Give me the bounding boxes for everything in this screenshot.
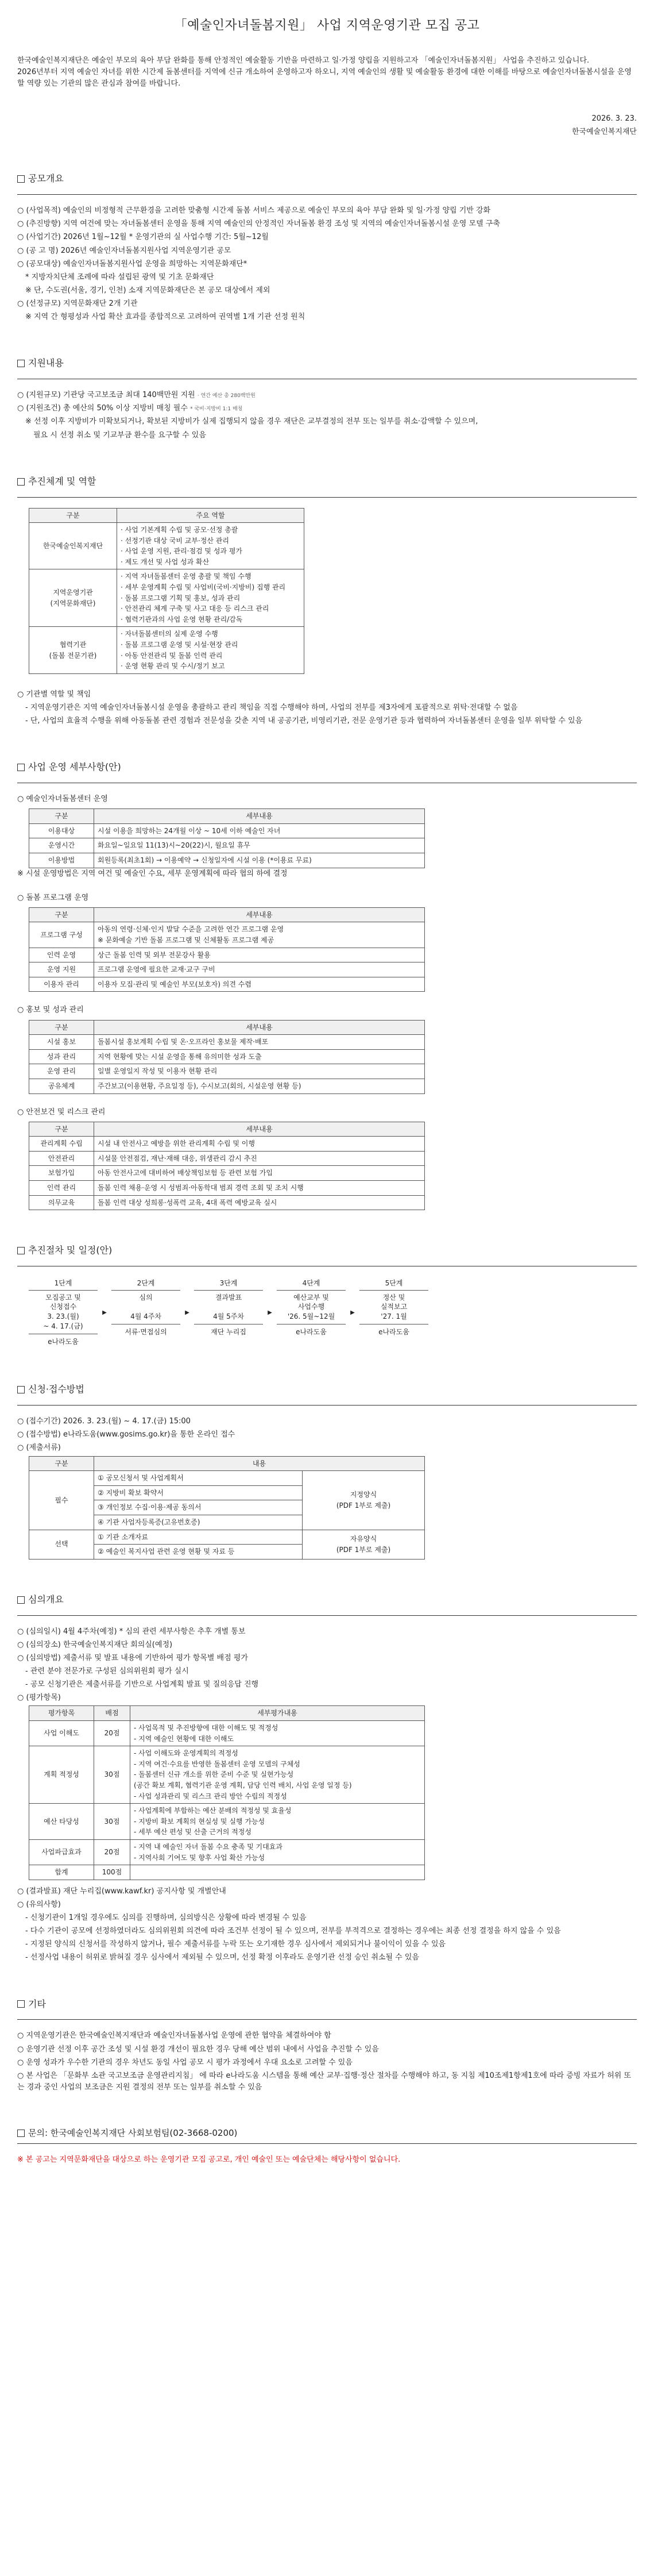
eval-item: 사업 이해도 [29,1721,94,1746]
eval-detail: - 지역 여건·수요를 반영한 돌봄센터 운영 모델의 구체성 [134,1759,300,1768]
support-note: * 국비·지방비 1:1 매칭 [190,406,243,413]
table-row [29,1151,425,1166]
footnote: ※ 본 공고는 지역문화재단을 대상으로 하는 운영기관 모집 공고로, 개인 예술인 또는 예술단체는 해당사항이 없습니다. [17,2155,401,2165]
table-header: 세부내용 [94,1020,425,1035]
cell-value: 주간보고(이용현황, 주요일정 등), 수시보고(회의, 시설운영 현황 등) [94,1079,425,1093]
total-blank [130,1865,425,1880]
role-item: · 자녀돌봄센터의 실제 운영 수행 [121,630,218,638]
role-item: · 선정기관 대상 국비 교부·정산 관리 [121,536,229,545]
cell-value: 일별 운영일지 작성 및 이용자 현황 관리 [94,1064,425,1079]
table-row [29,1035,425,1050]
apply-line: ○ (접수방법) e나라도움(www.gosims.go.kr)을 통한 온라인 접수 [17,1430,235,1439]
cell-key: 이용대상 [29,823,94,838]
doc-category: 선택 [29,1530,94,1559]
role-item: · 안전관리 체계 구축 및 사고 대응 등 리스크 관리 [121,604,269,613]
step-label: 5단계 [359,1277,428,1291]
table-row [29,1721,425,1746]
cell-key: 이용자 관리 [29,977,94,992]
doc-item: ① 기관 소개자료 [94,1530,303,1545]
schedule-steps [29,1277,637,1349]
step-body: 정산 및 실적보고 '27. 1월 [380,1293,408,1321]
signature [17,112,637,139]
step-system: e나라도움 [359,1324,428,1340]
table-row [29,1804,425,1840]
table-row [29,1079,425,1093]
table-header: 구분 [29,1020,94,1035]
step-system: e나라도움 [277,1324,346,1340]
step-body: 예산교부 및 사업수행 '26. 5월~12월 [287,1293,335,1321]
review-line: ○ (심의일시) 4월 4주차(예정) * 심의 관련 세부사항은 추후 개별 통보 [17,1627,246,1636]
role-org: 한국예술인복지재단 [29,523,117,569]
notice-date: 2026. 3. 23. [591,114,637,123]
table-row [29,962,425,977]
doc-form: 자유양식 (PDF 1부로 제출) [303,1530,425,1559]
table-header: 구분 [29,1122,94,1137]
role-items [117,569,304,627]
section-title: 추진절차 및 일정(안) [28,1245,113,1256]
schedule-step [359,1277,428,1349]
block-title: ○ 돌봄 프로그램 운영 [17,893,89,902]
apply-line: ○ (접수기간) 2026. 3. 23.(월) ~ 4. 17.(금) 15:00 [17,1417,191,1426]
contact-text: 문의: 한국예술인복지재단 사회보험팀(02-3668-0200) [28,2128,238,2139]
documents-table [29,1456,425,1560]
step-label: 1단계 [29,1277,98,1291]
cell-key: 의무교육 [29,1195,94,1210]
cell-key: 인력 운영 [29,948,94,962]
eval-detail: - 사업 이해도와 운영계획의 적정성 [134,1749,238,1758]
cell-key: 운영 관리 [29,1064,94,1079]
support-line: ○ (지원조건) 총 예산의 50% 이상 지방비 매칭 필수 [17,404,188,413]
cell-value: 화요일~일요일 11(13)시~20(22)시, 월요일 휴무 [94,838,425,853]
step-body: 결과발표 4월 5주차 [213,1293,244,1321]
arrow-icon: ▶ [102,1310,107,1316]
eval-detail: - 돌봄센터 신규 개소를 위한 준비 수준 및 실현가능성 [134,1770,294,1779]
eval-details [130,1839,425,1865]
square-bullet-icon [17,1247,25,1254]
eval-score: 20점 [94,1721,130,1746]
page-title: 「예술인자녀돌봄지원」 사업 지역운영기관 모집 공고 [174,18,480,33]
square-bullet-icon [17,1386,25,1393]
table-header: 배점 [94,1706,130,1721]
eval-detail: - 지역사회 기여도 및 향후 사업 확산 가능성 [134,1853,265,1862]
review-line: ○ (평가항목) [17,1693,61,1703]
cell-key: 운영시간 [29,838,94,853]
cell-value: 상근 돌봄 인력 및 외부 전문강사 활용 [94,948,425,962]
section-title: 추진체계 및 역할 [28,475,96,487]
role-item: · 지역 자녀돌봄센터 운영 총괄 및 책임 수행 [121,572,251,581]
overview-line: ※ 지역 간 형평성과 사업 확산 효과를 종합적으로 고려하여 권역별 1개 기관 선정 원칙 [25,313,305,322]
role-item: · 협력기관과의 사업 운영 현황 관리/감독 [121,615,243,623]
review-note: ○ (결과발표) 재단 누리집(www.kawf.kr) 공지사항 및 개별안내 [17,1886,226,1896]
review-note: - 신청기관이 1개일 경우에도 심의를 진행하며, 심의방식은 상황에 따라 변경될 수 있음 [25,1913,307,1922]
etc-line: ○ 지역운영기관은 한국예술인복지재단과 예술인자녀돌봄사업 운영에 관한 협약을 체결하여야 함 [17,2031,331,2040]
table-row [29,823,425,838]
overview-line: ○ (사업목적) 예술인의 비정형적 근무환경을 고려한 맞춤형 시간제 돌봄 서비스 제공으로 예술인 부모의 육아 부담 완화 및 일·가정 양립 기반 강화 [17,206,491,215]
doc-item: ③ 개인정보 수집·이용·제공 동의서 [94,1500,303,1515]
roles-table [29,508,304,674]
support-note: · 연간 예산 총 280백만원 [197,393,256,399]
review-line: - 공모 신청기관은 제출서류를 기반으로 사업계획 발표 및 질의응답 진행 [25,1680,259,1689]
table-row [29,977,425,992]
section-review [17,1593,637,1964]
review-line: - 관련 분야 전문가로 구성된 심의위원회 평가 실시 [25,1666,189,1676]
schedule-step [111,1277,180,1349]
intro-paragraph: 2026년부터 지역 예술인 자녀를 위한 시간제 돌봄센터를 지역에 신규 개소하여 운영하고자 하오니, 지역 예술인의 생활 및 예술활동 환경에 대한 이해를 바탕으로 예술인자녀돌봄시설을 운영할 역량 있는 기관의 많은 관심과 참여를 바랍니다. [17,68,632,88]
doc-form: 지정양식 (PDF 1부로 제출) [303,1471,425,1530]
doc-item: ④ 기관 사업자등록증(고유번호증) [94,1515,303,1530]
eval-score: 30점 [94,1746,130,1804]
table-row [29,838,425,853]
eval-detail: - 사업계획에 부합하는 예산 분배의 적정성 및 효율성 [134,1807,292,1815]
cell-value: 시설물 안전점검, 재난·재해 대응, 위생관리 감시 추진 [94,1151,425,1166]
eval-detail: - 사업 성과관리 및 리스크 관리 방안 수립의 적정성 [134,1792,287,1800]
role-items [117,627,304,673]
role-org: 협력기관 (돌봄 전문기관) [29,627,117,673]
table-row [29,1865,425,1880]
step-system: e나라도움 [29,1334,98,1350]
arrow-icon: ▶ [185,1310,189,1316]
overview-line: ○ (공 고 명) 2026년 예술인자녀돌봄지원사업 지역운영기관 공모 [17,246,231,255]
section-title: 기타 [28,1998,46,2009]
plan-blocks [17,794,637,1210]
cell-value: 아동의 연령·신체·인지 발달 수준을 고려한 연간 프로그램 운영 ※ 문화예술 기반 돌봄 프로그램 및 신체활동 프로그램 제공 [94,922,425,948]
overview-line: * 지방자치단체 조례에 따라 설립된 광역 및 기초 문화재단 [25,272,214,282]
table-header: 세부내용 [94,1122,425,1137]
cell-key: 안전관리 [29,1151,94,1166]
section-title: 심의개요 [28,1593,64,1605]
eval-details [130,1721,425,1746]
table-header-row [29,1456,425,1471]
overview-line: ○ (추진방향) 지역 여건에 맞는 자녀돌봄센터 운영을 통해 지역 예술인의 안정적인 자녀돌봄 환경 조성 및 지역의 예술인자녀돌봄시설 운영 모델 구축 [17,220,500,229]
review-notes [17,1886,637,1964]
eval-score: 30점 [94,1804,130,1840]
section-etc [17,1997,637,2094]
cell-key: 프로그램 구성 [29,922,94,948]
table-row [29,948,425,962]
eval-score: 20점 [94,1839,130,1865]
cell-key: 관리계획 수립 [29,1137,94,1152]
doc-item: ① 공모신청서 및 사업계획서 [94,1471,303,1486]
plan-table [29,907,425,992]
issuer: 한국예술인복지재단 [571,127,637,136]
step-body: 모집공고 및 신청접수 3. 23.(월) ~ 4. 17.(금) [43,1293,83,1330]
cell-value: 시설 이용을 희망하는 24개월 이상 ~ 10세 이하 예술인 자녀 [94,823,425,838]
table-header: 주요 역할 [117,508,304,523]
table-row [29,1181,425,1196]
schedule-step [277,1277,346,1349]
cell-key: 보험가입 [29,1166,94,1181]
divider [17,1615,637,1616]
cell-value: 회원등록(최초1회) → 이용예약 → 신청일자에 시설 이용 (*이용료 무료) [94,853,425,868]
overview-line: ○ (선정규모) 지역문화재단 2개 기관 [17,299,138,309]
step-body: 심의 4월 4주차 [130,1293,161,1321]
table-header-row [29,1122,425,1137]
table-row [29,1049,425,1064]
table-header: 구분 [29,809,94,824]
section-title: 신청·접수방법 [28,1384,84,1395]
review-line: ○ (심의방법) 제출서류 및 발표 내용에 기반하여 평가 항목별 배점 평가 [17,1653,248,1662]
table-row [29,627,304,673]
doc-item: ② 예술인 복지사업 관련 운영 현황 및 자료 등 [94,1545,303,1560]
roles-notes [17,689,637,727]
table-header-row [29,907,425,922]
divider [17,497,637,498]
plan-table [29,1122,425,1211]
table-row [29,922,425,948]
block-title: ○ 홍보 및 성과 관리 [17,1006,84,1015]
eval-item: 계획 적정성 [29,1746,94,1804]
eval-detail: - 지역 내 예술인 자녀 돌봄 수요 충족 및 기대효과 [134,1842,283,1851]
divider [17,2143,637,2144]
support-line: 필요 시 선정 취소 및 기교부금 환수를 요구할 수 있음 [33,430,206,440]
cell-key: 공유체계 [29,1079,94,1093]
table-row [29,1839,425,1865]
apply-line: ○ (제출서류) [17,1443,61,1453]
section-apply [17,1383,637,1559]
section-overview [17,172,637,323]
table-header-row [29,1020,425,1035]
square-bullet-icon [17,2000,25,2008]
evaluation-table [29,1705,425,1880]
step-label: 2단계 [111,1277,180,1291]
table-row [29,1064,425,1079]
table-row [29,523,304,569]
support-line: ○ (지원규모) 기관당 국고보조금 최대 140백만원 지원 [17,391,195,400]
role-note: - 지역운영기관은 지역 예술인자녀돌봄시설 운영을 총괄하고 관리 책임을 직접 수행해야 하며, 사업의 전부를 제3자에게 포괄적으로 위탁·전대할 수 없음 [25,703,518,712]
overview-line: ○ (사업기간) 2026년 1월~12월 * 운영기관의 실 사업수행 기간: 5월~12월 [17,233,269,242]
section-title: 공모개요 [28,173,64,184]
role-item: · 제도 개선 및 사업 성과 확산 [121,557,210,566]
section-schedule [17,1243,637,1349]
table-row [29,1195,425,1210]
overview-line: ○ (공모대상) 예술인자녀돌봄지원사업 운영을 희망하는 지역문화재단* [17,259,247,268]
review-note: - 다수 기관이 공모에 선정하였더라도 심의위원회 의견에 따라 조건부 선정이 될 수 있으며, 전부를 부적격으로 결정하는 경우에는 최종 선정 결정을 하지 않을 수 있음 [25,1927,561,1936]
role-item: · 돌봄 프로그램 운영 및 시설·현장 관리 [121,641,238,649]
role-item: · 돌봄 프로그램 기획 및 홍보, 성과 관리 [121,594,241,602]
eval-detail: - 사업목적 및 추진방향에 대한 이해도 및 적정성 [134,1724,278,1732]
role-item: · 세부 운영계획 수립 및 사업비(국비·지방비) 집행 관리 [121,583,286,592]
divider [17,2019,637,2020]
step-label: 3단계 [194,1277,263,1291]
schedule-step [194,1277,263,1349]
step-system: 재단 누리집 [194,1324,263,1340]
role-item: · 사업 기본계획 수립 및 공모·선정 총괄 [121,526,238,534]
divider [17,194,637,195]
eval-item: 사업파급효과 [29,1839,94,1865]
eval-detail: - 지방비 확보 계획의 현실성 및 실행 가능성 [134,1817,265,1826]
table-row [29,1137,425,1152]
role-item: · 아동 안전관리 및 돌봄 인력 관리 [121,651,223,660]
table-header: 세부평가내용 [130,1706,425,1721]
total-label: 합계 [29,1865,94,1880]
review-note: - 선정사업 내용이 허위로 밝혀질 경우 심사에서 제외될 수 있으며, 선정 확정 이후라도 운영기관 선정 승인 취소될 수 있음 [25,1953,419,1962]
review-line: ○ (심의장소) 한국예술인복지재단 회의실(예정) [17,1640,173,1649]
table-row [29,1746,425,1804]
arrow-icon: ▶ [350,1310,355,1316]
section-title: 사업 운영 세부사항(안) [28,761,121,773]
square-bullet-icon [17,764,25,771]
etc-line: ○ 본 사업은 「문화부 소관 국고보조금 운영관리지침」 에 따라 e나라도움 시스템을 통해 예산 교부·집행·정산 절차를 수행해야 하고, 동 지침 제10조제1항제1호에 따라 증빙 자료가 허위 또는 경과 중인 사업의 보조금은 지원 결정의 전부 또는 일부를 취소할 수 있음 [17,2071,632,2092]
table-header: 구분 [29,907,94,922]
role-note: - 단, 사업의 효율적 수행을 위해 아동돌봄 관련 경험과 전문성을 갖춘 지역 내 공공기관, 비영리기관, 전문 운영기관 등과 협력하여 자녀돌봄센터 운영을 일부 위탁할 수 있음 [25,717,583,726]
cell-value: 시설 내 안전사고 예방을 위한 관리계획 수립 및 이행 [94,1137,425,1152]
cell-value: 아동 안전사고에 대비하여 배상책임보험 등 관련 보험 가입 [94,1166,425,1181]
doc-category: 필수 [29,1471,94,1530]
intro-paragraph: 한국예술인복지재단은 예술인 부모의 육아 부담 완화를 통해 안정적인 예술활동 기반을 마련하고 일·가정 양립을 지원하고자 「예술인자녀돌봄지원」 사업을 추진하고 있습니다. [17,56,590,66]
square-bullet-icon [17,175,25,183]
section-support [17,356,637,441]
schedule-step [29,1277,98,1349]
step-label: 4단계 [277,1277,346,1291]
cell-value: 이용자 모집·관리 및 예술인 부모(보호자) 의견 수렴 [94,977,425,992]
cell-key: 이용방법 [29,853,94,868]
arrow-icon: ▶ [268,1310,272,1316]
etc-lines [17,2030,637,2093]
eval-details [130,1804,425,1840]
review-note: - 지정된 양식의 신청서를 작성하지 않거나, 필수 제출서류를 누락 또는 오기재한 경우 심사에서 제외되거나 불이익이 있을 수 있음 [25,1940,446,1949]
table-row [29,1166,425,1181]
doc-item: ② 지방비 확보 확약서 [94,1485,303,1500]
cell-key: 운영 지원 [29,962,94,977]
table-header: 세부내용 [94,907,425,922]
table-header: 내용 [94,1456,425,1471]
cell-value: 돌봄시설 홍보계획 수립 및 온·오프라인 홍보물 제작·배포 [94,1035,425,1050]
role-item: · 사업 운영 지원, 관리·점검 및 성과 평가 [121,547,243,556]
role-item: · 운영 현황 관리 및 수시/정기 보고 [121,662,225,671]
square-bullet-icon [17,2130,25,2137]
table-header: 세부내용 [94,809,425,824]
review-lines [17,1626,637,1704]
contact [17,2127,637,2140]
table-header: 구분 [29,508,117,523]
square-bullet-icon [17,478,25,486]
table-row [29,569,304,627]
role-note: ○ 기관별 역할 및 책임 [17,690,91,699]
notice-page [17,0,637,2186]
table-row [29,853,425,868]
block-title: ○ 예술인자녀돌봄센터 운영 [17,795,108,804]
table-row [29,1530,425,1545]
intro [17,55,637,90]
cell-value: 프로그램 운영에 필요한 교재·교구 구비 [94,962,425,977]
square-bullet-icon [17,1596,25,1604]
table-header: 평가항목 [29,1706,94,1721]
plan-table [29,808,425,868]
cell-value: 돌봄 인력 채용·운영 시 성범죄·아동학대 범죄 경력 조회 및 조치 시행 [94,1181,425,1196]
eval-item: 예산 타당성 [29,1804,94,1840]
block-title: ○ 안전보건 및 리스크 관리 [17,1107,106,1116]
divider [17,1405,637,1406]
eval-detail: (공간 확보 계획, 협력기관 운영 계획, 담당 인력 배치, 사업 운영 일정 등) [134,1781,352,1789]
eval-detail: - 지역 예술인 현황에 대한 이해도 [134,1734,234,1743]
support-line: ※ 선정 이후 지방비가 미확보되거나, 확보된 지방비가 실제 집행되지 않을 경우 재단은 교부결정의 전부 또는 일부를 취소·감액할 수 있으며, [25,417,478,426]
cell-key: 시설 홍보 [29,1035,94,1050]
cell-key: 인력 관리 [29,1181,94,1196]
cell-value: 지역 현황에 맞는 시설 운영을 통해 유의미한 성과 도출 [94,1049,425,1064]
table-header-row [29,809,425,824]
etc-line: ○ 운영 성과가 우수한 기관의 경우 차년도 동일 사업 공모 시 평가 과정에서 우대 요소로 고려할 수 있음 [17,2058,353,2067]
etc-line: ○ 운영기관 선정 이후 공간 조성 및 시설 환경 개선이 필요한 경우 당해 예산 범위 내에서 사업을 추진할 수 있음 [17,2044,379,2054]
role-org: 지역운영기관 (지역문화재단) [29,569,117,627]
block-note: ※ 시설 운영방법은 지역 여건 및 예술인 수요, 세부 운영계획에 따라 협의 하에 결정 [17,869,288,878]
section-roles [17,475,637,727]
table-header-row [29,1706,425,1721]
step-system: 서류·면접심의 [111,1324,180,1340]
section-title: 지원내용 [28,357,64,369]
overview-line: ※ 단, 수도권(서울, 경기, 인천) 소재 지역문화재단은 본 공모 대상에서 제외 [25,286,270,295]
eval-details [130,1746,425,1804]
table-row [29,1471,425,1486]
eval-detail: - 세부 예산 편성 및 산출 근거의 적정성 [134,1828,251,1836]
total-score: 100점 [94,1865,130,1880]
section-plan [17,760,637,1210]
review-note: ○ (유의사항) [17,1900,61,1909]
cell-value: 돌봄 인력 대상 성희롱·성폭력 교육, 4대 폭력 예방교육 실시 [94,1195,425,1210]
table-header: 구분 [29,1456,94,1471]
role-items [117,523,304,569]
plan-table [29,1020,425,1094]
cell-key: 성과 관리 [29,1049,94,1064]
square-bullet-icon [17,360,25,367]
